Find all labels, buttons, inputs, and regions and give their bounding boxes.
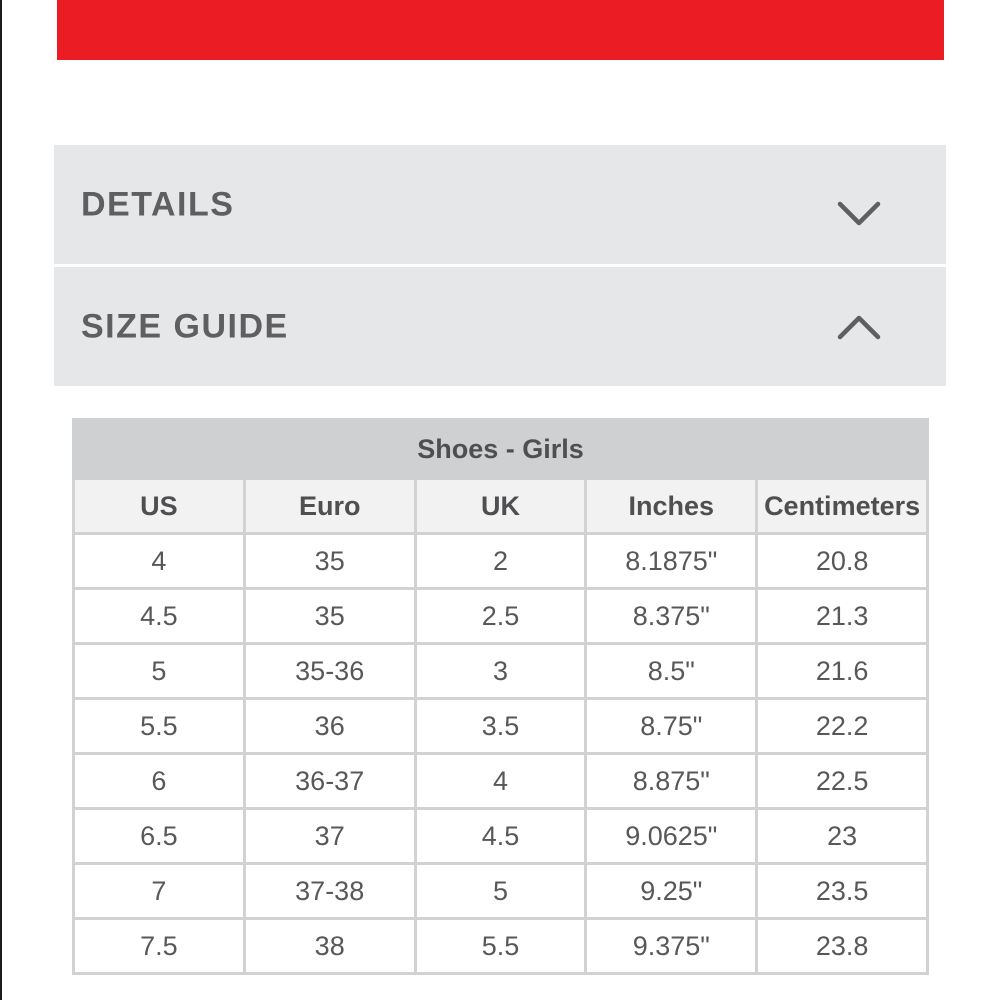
table-caption-row (74, 420, 928, 479)
size-guide-accordion-label: SIZE GUIDE (81, 307, 289, 345)
cell-us: 5.5 (74, 699, 245, 754)
table-row (74, 589, 928, 644)
cell-euro: 36 (244, 699, 415, 754)
cell-inches: 8.5" (586, 644, 757, 699)
cell-uk: 4.5 (415, 809, 586, 864)
cell-uk: 3.5 (415, 699, 586, 754)
cell-us: 4 (74, 534, 245, 589)
cell-us: 7 (74, 864, 245, 919)
cell-us: 6.5 (74, 809, 245, 864)
column-header-us: US (74, 479, 245, 534)
cell-centimeters: 21.3 (757, 589, 928, 644)
cell-inches: 8.375" (586, 589, 757, 644)
table-row (74, 754, 928, 809)
table-caption: Shoes - Girls (74, 420, 928, 479)
cell-centimeters: 22.5 (757, 754, 928, 809)
table-row (74, 919, 928, 974)
cell-inches: 8.875" (586, 754, 757, 809)
size-guide-table (72, 418, 929, 975)
column-header-centimeters: Centimeters (757, 479, 928, 534)
left-border (0, 0, 2, 1000)
cell-centimeters: 22.2 (757, 699, 928, 754)
table-row (74, 644, 928, 699)
cell-centimeters: 20.8 (757, 534, 928, 589)
cell-inches: 8.1875" (586, 534, 757, 589)
cell-euro: 36-37 (244, 754, 415, 809)
cell-inches: 9.375" (586, 919, 757, 974)
details-accordion-label: DETAILS (81, 185, 235, 223)
table-row (74, 864, 928, 919)
table-header-row (74, 479, 928, 534)
cell-uk: 5.5 (415, 919, 586, 974)
column-header-uk: UK (415, 479, 586, 534)
table-row (74, 534, 928, 589)
column-header-inches: Inches (586, 479, 757, 534)
cell-us: 6 (74, 754, 245, 809)
cell-euro: 35-36 (244, 644, 415, 699)
cell-centimeters: 23.5 (757, 864, 928, 919)
cell-us: 4.5 (74, 589, 245, 644)
table-body (74, 534, 928, 974)
table-row (74, 699, 928, 754)
details-accordion[interactable] (54, 145, 946, 264)
cell-us: 7.5 (74, 919, 245, 974)
cell-inches: 8.75" (586, 699, 757, 754)
add-to-cart-button[interactable] (57, 0, 944, 60)
table-row (74, 809, 928, 864)
column-header-euro: Euro (244, 479, 415, 534)
cell-centimeters: 23.8 (757, 919, 928, 974)
cell-euro: 38 (244, 919, 415, 974)
cell-inches: 9.25" (586, 864, 757, 919)
cell-centimeters: 23 (757, 809, 928, 864)
chevron-up-icon (837, 313, 881, 341)
chevron-down-icon (837, 200, 881, 228)
cell-inches: 9.0625" (586, 809, 757, 864)
cell-euro: 35 (244, 589, 415, 644)
cell-centimeters: 21.6 (757, 644, 928, 699)
cell-uk: 3 (415, 644, 586, 699)
cell-euro: 37-38 (244, 864, 415, 919)
cell-uk: 4 (415, 754, 586, 809)
cell-uk: 2 (415, 534, 586, 589)
cell-euro: 35 (244, 534, 415, 589)
cell-us: 5 (74, 644, 245, 699)
size-guide-accordion[interactable] (54, 267, 946, 386)
cell-uk: 5 (415, 864, 586, 919)
cell-uk: 2.5 (415, 589, 586, 644)
cell-euro: 37 (244, 809, 415, 864)
